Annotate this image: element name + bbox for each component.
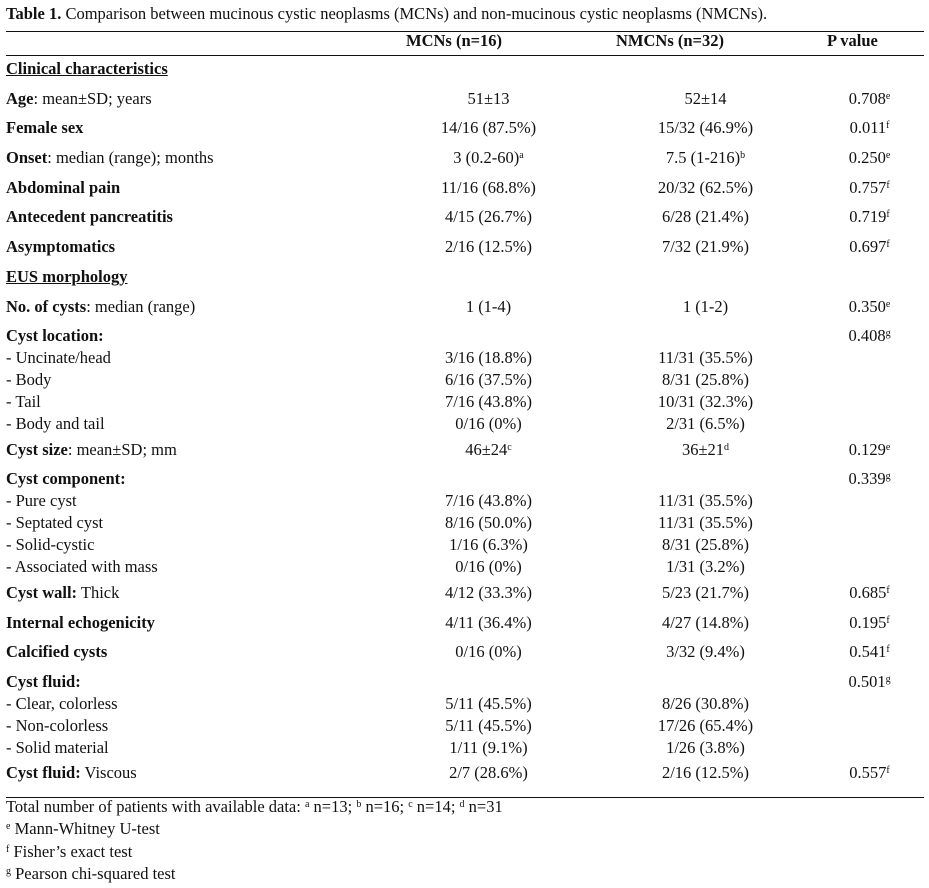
table-subrow: [6, 715, 924, 737]
cell-mcn: 0/16 (0%): [455, 642, 522, 662]
cell-mcn: 14/16 (87.5%): [440, 118, 537, 138]
subrow-label: - Tail: [6, 391, 41, 411]
subrow-label: - Body and tail: [6, 413, 105, 433]
p-test-marker: e: [885, 90, 891, 102]
cell-mcn: 5/11 (45.5%): [445, 693, 532, 713]
cell-nmcn: 11/31 (35.5%): [658, 348, 753, 368]
table-row: [6, 147, 924, 177]
footnote-f: [6, 841, 503, 863]
footnote-text: Total number of patients with available data:: [6, 797, 305, 816]
p-test-marker: f: [886, 644, 890, 656]
cell-mcn: 5/11 (45.5%): [445, 715, 532, 735]
row-label: Abdominal pain: [6, 177, 121, 197]
cell-nmcn: 7/32 (21.9%): [661, 237, 750, 257]
footnote-text: n=14;: [412, 797, 460, 816]
p-test-marker: f: [886, 765, 890, 777]
footnote-g: [6, 863, 503, 885]
cell-mcn: 7/16 (43.8%): [444, 391, 533, 411]
row-label: Cyst component:: [6, 469, 126, 489]
row-label-detail: Viscous: [80, 763, 137, 783]
column-header-mcn: MCNs (n=16): [406, 31, 503, 50]
table-subrow: [6, 737, 924, 763]
header-rule: [6, 55, 924, 56]
row-label: Female sex: [6, 118, 84, 138]
section-row: [6, 58, 924, 88]
table-subrow: [6, 490, 924, 512]
table-row: [6, 762, 924, 792]
cell-mcn: 3/16 (18.8%): [444, 348, 533, 368]
p-test-marker: f: [886, 209, 890, 221]
footnote-marker: a: [304, 799, 310, 810]
cell-nmcn: 5/23 (21.7%): [661, 582, 750, 602]
cell-nmcn: 8/26 (30.8%): [661, 693, 750, 713]
table-row: [6, 296, 924, 326]
table-row: [6, 88, 924, 118]
footnote-e: [6, 818, 503, 840]
footnote-text: n=31: [464, 797, 503, 816]
cell-mcn: 2/7 (28.6%): [449, 763, 528, 783]
cell-nmcn: 7.5 (1-216): [665, 148, 741, 168]
row-label-detail: Thick: [77, 582, 120, 602]
table-row: [6, 641, 924, 671]
cell-p-value: 0.501: [848, 671, 886, 691]
table-row: [6, 325, 924, 347]
table-row: [6, 177, 924, 207]
p-test-marker: f: [886, 120, 890, 132]
row-label: Internal echogenicity: [6, 612, 155, 632]
cell-mcn: 8/16 (50.0%): [444, 513, 533, 533]
row-label: Cyst location:: [6, 326, 104, 346]
footnote-marker: d: [724, 441, 730, 453]
table-row: [6, 117, 924, 147]
subrow-label: - Pure cyst: [6, 491, 77, 511]
table-subrow: [6, 347, 924, 369]
p-test-marker: f: [886, 239, 890, 251]
cell-mcn: 4/15 (26.7%): [444, 207, 533, 227]
row-label: Age: [6, 88, 34, 108]
footnote-text: Mann-Whitney U-test: [10, 819, 160, 839]
cell-nmcn: 10/31 (32.3%): [657, 391, 754, 411]
table-subrow: [6, 534, 924, 556]
p-test-marker: f: [886, 179, 890, 191]
row-label: Calcified cysts: [6, 642, 108, 662]
cell-mcn: 1/16 (6.3%): [449, 535, 528, 555]
cell-mcn: 6/16 (37.5%): [444, 370, 533, 390]
footnote-marker: a: [519, 150, 524, 162]
table-subrow: [6, 693, 924, 715]
p-test-marker: g: [885, 471, 891, 483]
p-test-marker: e: [885, 441, 891, 453]
section-eus: EUS morphology: [6, 266, 128, 286]
cell-mcn: 1 (1-4): [465, 296, 512, 316]
caption-label: Table 1.: [6, 4, 62, 23]
cell-nmcn: 17/26 (65.4%): [657, 715, 754, 735]
cell-p-value: 0.541: [849, 642, 887, 662]
cell-mcn: 1/11 (9.1%): [449, 737, 528, 757]
footnote-marker: b: [356, 799, 362, 810]
cell-nmcn: 1 (1-2): [682, 296, 729, 316]
cell-p-value: 0.719: [849, 207, 887, 227]
footnote-marker: f: [6, 843, 10, 855]
cell-mcn: 51±13: [467, 88, 510, 108]
footnote-text: n=16;: [361, 797, 409, 816]
cell-p-value: 0.757: [849, 177, 887, 197]
cell-nmcn: 52±14: [684, 88, 727, 108]
cell-p-value: 0.408: [848, 326, 886, 346]
subrow-label: - Septated cyst: [6, 513, 104, 533]
cell-p-value: 0.339: [848, 469, 886, 489]
table-row: [6, 671, 924, 693]
table-footnotes: [6, 796, 503, 885]
column-header-nmcn: NMCNs (n=32): [616, 31, 724, 50]
section-row: [6, 266, 924, 296]
subrow-label: - Uncinate/head: [6, 348, 111, 368]
cell-nmcn: 20/32 (62.5%): [657, 177, 754, 197]
footnote-marker: c: [408, 799, 413, 810]
footnote-available-data: [6, 796, 503, 818]
row-label: No. of cysts: [6, 296, 87, 316]
cell-mcn: 2/16 (12.5%): [444, 237, 533, 257]
cell-nmcn: 2/31 (6.5%): [666, 413, 745, 433]
table-subrow: [6, 512, 924, 534]
cell-nmcn: 11/31 (35.5%): [658, 491, 753, 511]
p-test-marker: e: [885, 298, 891, 310]
row-label: Cyst size: [6, 439, 68, 459]
subrow-label: - Clear, colorless: [6, 693, 118, 713]
cell-p-value: 0.011: [849, 118, 887, 138]
cell-mcn: 0/16 (0%): [455, 413, 522, 433]
table-row: [6, 468, 924, 490]
cell-mcn: 4/11 (36.4%): [445, 612, 532, 632]
cell-nmcn: 8/31 (25.8%): [661, 370, 750, 390]
cell-p-value: 0.195: [849, 612, 887, 632]
comparison-table: [6, 58, 924, 792]
cell-p-value: 0.557: [849, 763, 887, 783]
table-subrow: [6, 369, 924, 391]
table-subrow: [6, 556, 924, 582]
cell-mcn: 7/16 (43.8%): [444, 491, 533, 511]
cell-p-value: 0.129: [848, 439, 886, 459]
cell-nmcn: 4/27 (14.8%): [661, 612, 750, 632]
footnote-marker: g: [6, 865, 11, 877]
cell-mcn: 0/16 (0%): [455, 557, 522, 577]
subrow-label: - Solid material: [6, 737, 109, 757]
cell-mcn: 11/16 (68.8%): [441, 177, 536, 197]
table-row: [6, 236, 924, 266]
row-label-detail: : mean±SD; mm: [67, 439, 177, 459]
p-test-marker: g: [885, 673, 891, 685]
row-label: Onset: [6, 148, 48, 168]
footnote-marker: c: [507, 441, 512, 453]
cell-mcn: 4/12 (33.3%): [444, 582, 533, 602]
table-row: [6, 582, 924, 612]
cell-nmcn: 6/28 (21.4%): [661, 207, 750, 227]
cell-nmcn: 3/32 (9.4%): [666, 642, 745, 662]
column-header-p-value: P value: [827, 31, 878, 50]
cell-mcn: 3 (0.2-60): [453, 148, 520, 168]
row-label: Antecedent pancreatitis: [6, 207, 173, 227]
cell-nmcn: 36±21: [681, 439, 725, 459]
cell-nmcn: 1/31 (3.2%): [666, 557, 745, 577]
table-caption: [6, 4, 767, 24]
table-row: [6, 439, 924, 469]
cell-nmcn: 1/26 (3.8%): [666, 737, 745, 757]
row-label: Cyst fluid:: [6, 671, 81, 691]
footnote-marker: d: [459, 799, 465, 810]
footnote-text: Fisher’s exact test: [9, 841, 133, 861]
subrow-label: - Body: [6, 370, 52, 390]
table-subrow: [6, 413, 924, 439]
cell-mcn: 46±24: [465, 439, 508, 459]
subrow-label: - Solid-cystic: [6, 535, 95, 555]
row-label-detail: : median (range); months: [47, 148, 214, 168]
row-label-detail: : mean±SD; years: [33, 88, 152, 108]
row-label: Asymptomatics: [6, 237, 116, 257]
table-row: [6, 206, 924, 236]
cell-nmcn: 8/31 (25.8%): [661, 535, 750, 555]
cell-nmcn: 15/32 (46.9%): [657, 118, 754, 138]
cell-p-value: 0.697: [849, 237, 887, 257]
p-test-marker: f: [886, 614, 890, 626]
footnote-text: n=13;: [309, 797, 357, 816]
cell-nmcn: 2/16 (12.5%): [661, 763, 750, 783]
cell-p-value: 0.250: [848, 148, 886, 168]
footnote-text: Pearson chi-squared test: [11, 863, 176, 883]
p-test-marker: g: [885, 328, 891, 340]
footnote-marker: e: [6, 821, 11, 833]
row-label-detail: : median (range): [86, 296, 196, 316]
footnote-marker: b: [740, 150, 746, 162]
section-clinical: Clinical characteristics: [6, 59, 168, 78]
row-label: Cyst fluid:: [6, 763, 81, 783]
p-test-marker: f: [886, 584, 890, 596]
subrow-label: - Associated with mass: [6, 557, 158, 577]
subrow-label: - Non-colorless: [6, 715, 109, 735]
cell-p-value: 0.685: [849, 582, 887, 602]
p-test-marker: e: [885, 150, 891, 162]
cell-nmcn: 11/31 (35.5%): [658, 513, 753, 533]
cell-p-value: 0.708: [848, 88, 886, 108]
row-label: Cyst wall:: [6, 582, 78, 602]
caption-text: Comparison between mucinous cystic neoplasms (MCNs) and non-mucinous cystic neoplasms (NMCNs).: [61, 4, 768, 23]
table-row: [6, 612, 924, 642]
table-subrow: [6, 391, 924, 413]
cell-p-value: 0.350: [848, 296, 886, 316]
